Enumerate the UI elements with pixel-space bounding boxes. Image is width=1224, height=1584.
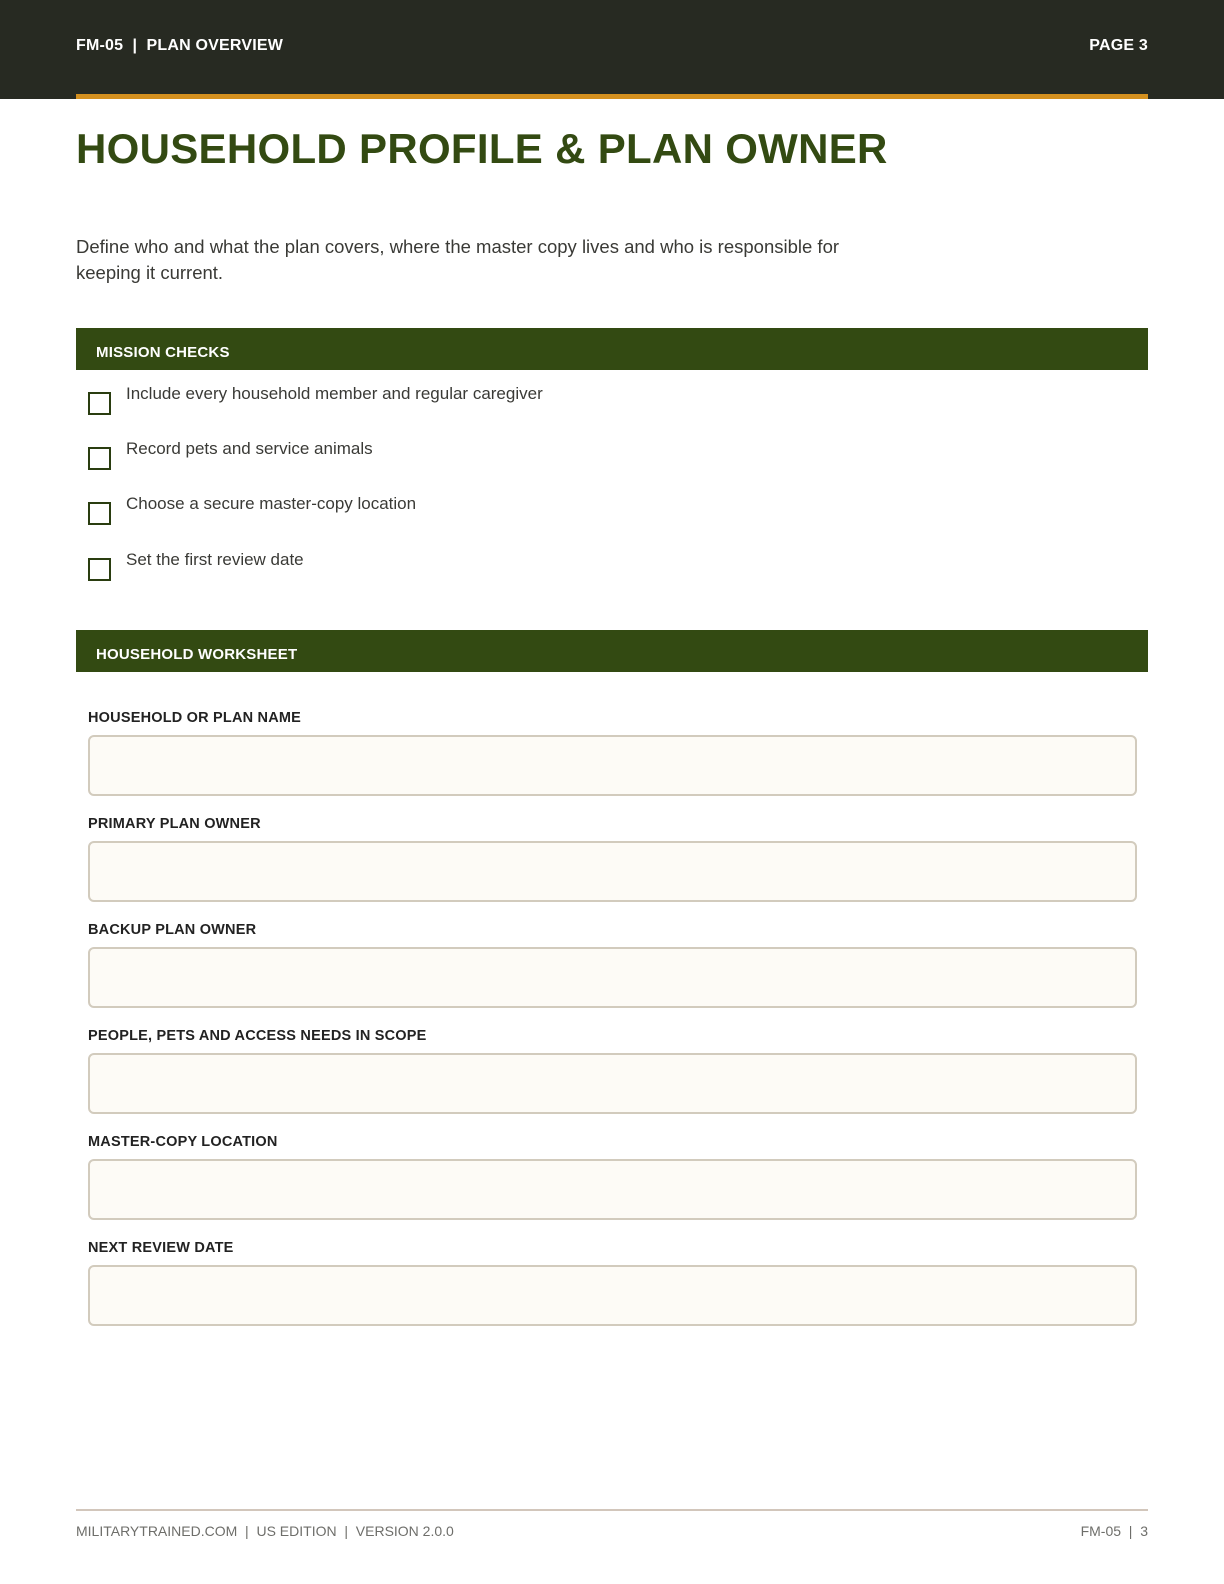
checkbox[interactable] xyxy=(88,502,111,525)
header-section-label: FM-05 | PLAN OVERVIEW xyxy=(76,37,284,54)
checkbox[interactable] xyxy=(88,447,111,470)
header-page-number: PAGE 3 xyxy=(1089,37,1148,54)
checklist-item xyxy=(76,550,1076,580)
backup-owner-field[interactable] xyxy=(88,947,1137,1008)
header-bar xyxy=(0,0,1224,99)
checklist-item xyxy=(76,494,1076,524)
mission-checks-heading xyxy=(76,328,1148,370)
household-name-label: HOUSEHOLD OR PLAN NAME xyxy=(88,710,302,726)
intro-paragraph: Define who and what the plan covers, where the master copy lives and who is responsible for keeping it current. xyxy=(76,236,840,283)
page-title: HOUSEHOLD PROFILE & PLAN OWNER xyxy=(76,125,888,172)
household-worksheet-heading-label: HOUSEHOLD WORKSHEET xyxy=(96,646,298,663)
scope-label: PEOPLE, PETS AND ACCESS NEEDS IN SCOPE xyxy=(88,1028,427,1044)
checklist-item xyxy=(76,439,1076,469)
checklist-item-label: Choose a secure master-copy location xyxy=(126,494,417,513)
checklist-item-label: Record pets and service animals xyxy=(126,439,373,458)
checklist-item-label: Include every household member and regular caregiver xyxy=(126,384,543,403)
checkbox[interactable] xyxy=(88,392,111,415)
primary-owner-field[interactable] xyxy=(88,841,1137,902)
next-review-date-label: NEXT REVIEW DATE xyxy=(88,1240,234,1256)
checkbox[interactable] xyxy=(88,558,111,581)
header-accent-rule xyxy=(76,94,1148,99)
master-copy-location-field[interactable] xyxy=(88,1159,1137,1220)
checklist-item xyxy=(76,384,1076,414)
master-copy-location-label: MASTER-COPY LOCATION xyxy=(88,1134,278,1150)
checklist-item-label: Set the first review date xyxy=(126,550,304,569)
footer-page-number: FM-05 | 3 xyxy=(1080,1523,1148,1539)
mission-checks-heading-label: MISSION CHECKS xyxy=(96,344,230,361)
backup-owner-label: BACKUP PLAN OWNER xyxy=(88,922,257,938)
household-worksheet-heading xyxy=(76,630,1148,672)
next-review-date-field[interactable] xyxy=(88,1265,1137,1326)
footer-edition-text: MILITARYTRAINED.COM | US EDITION | VERSION 2.0.0 xyxy=(76,1523,454,1539)
footer-rule xyxy=(76,1509,1148,1511)
household-name-field[interactable] xyxy=(88,735,1137,796)
primary-owner-label: PRIMARY PLAN OWNER xyxy=(88,816,261,832)
scope-field[interactable] xyxy=(88,1053,1137,1114)
